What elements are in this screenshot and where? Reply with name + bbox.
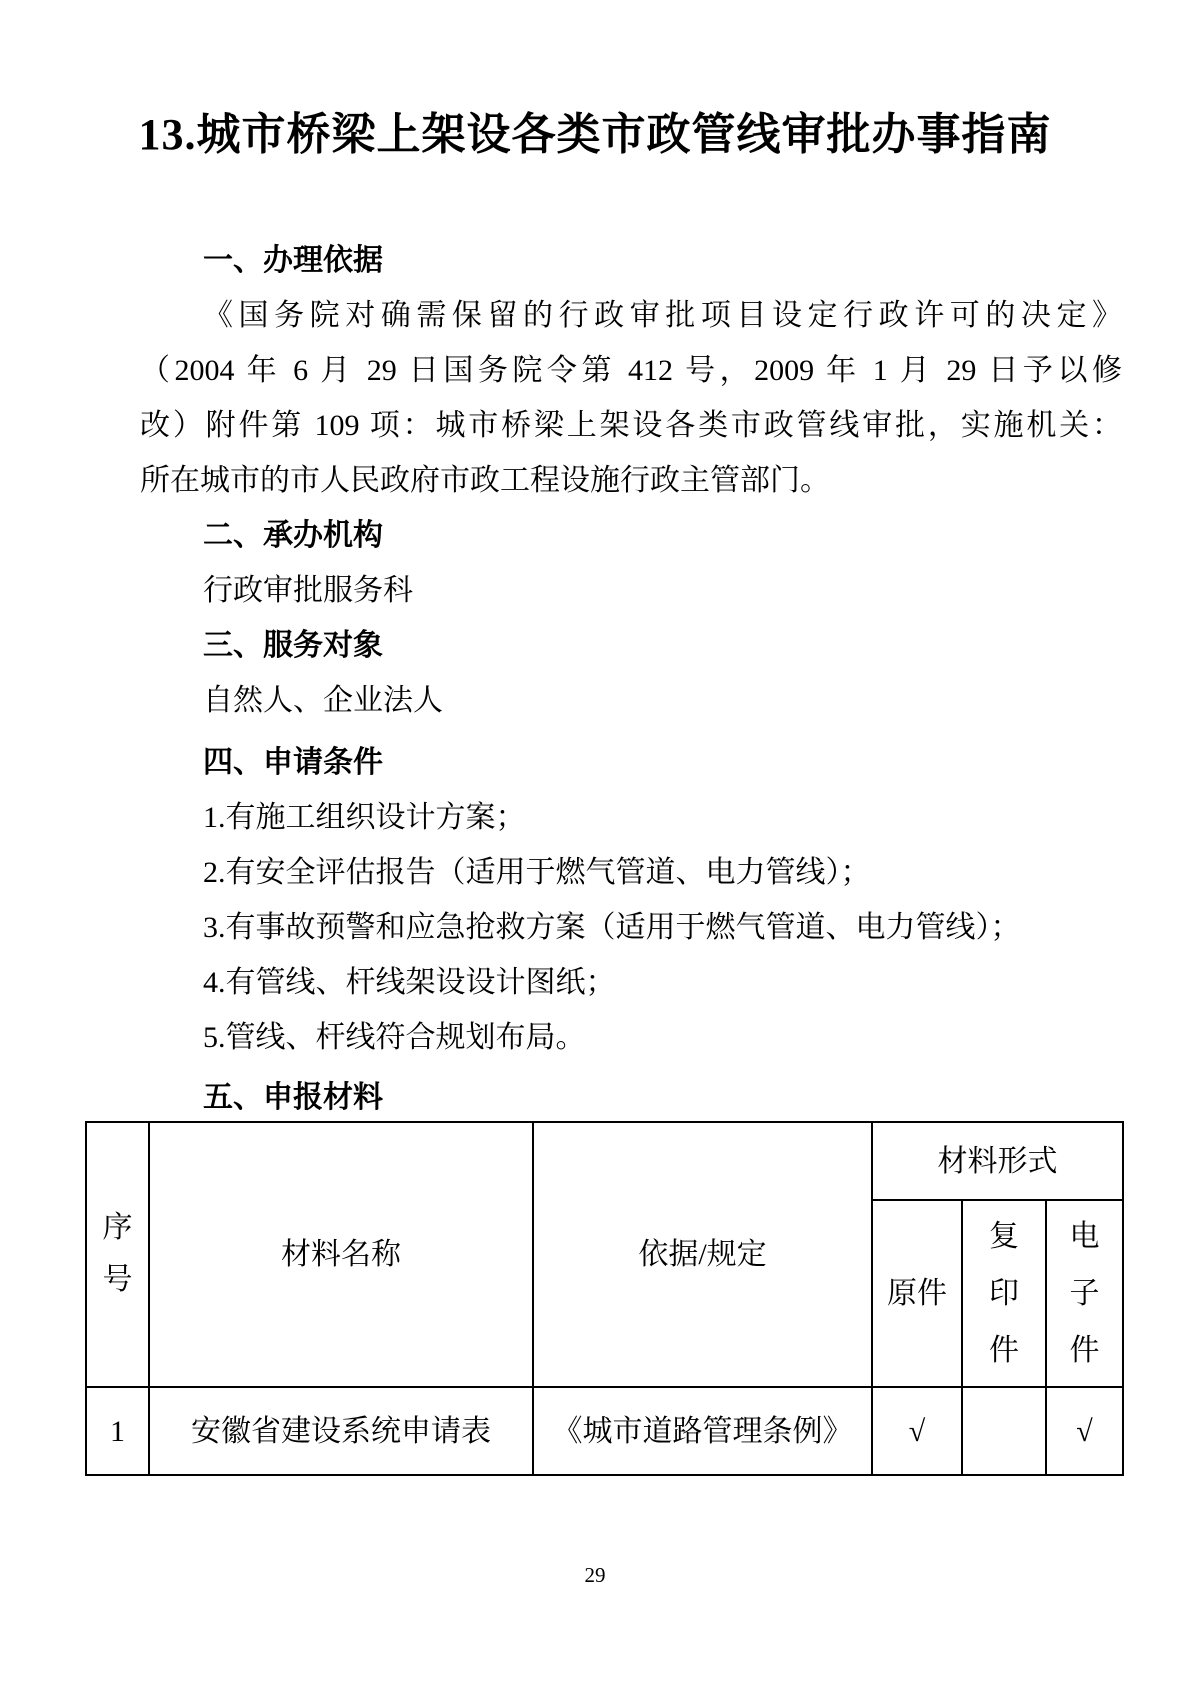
page-title: 13.城市桥梁上架设各类市政管线审批办事指南: [138, 110, 1052, 159]
section-heading-1: 一、办理依据: [203, 244, 383, 277]
list-item: 1.有施工组织设计方案；: [203, 801, 526, 834]
paragraph-line: 改）附件第 109 项：城市桥梁上架设各类市政管线审批，实施机关：: [140, 409, 1122, 442]
table-header-copy: [962, 1200, 1046, 1387]
section-heading-4: 四、申请条件: [203, 746, 383, 779]
document-body: [102, 233, 1122, 1476]
list-item: 4.有管线、杆线架设设计图纸；: [203, 966, 616, 999]
table-header-original: 原件: [872, 1200, 962, 1387]
row-basis-cell: 《城市道路管理条例》: [533, 1387, 872, 1475]
paragraph-line: 《国务院对确需保留的行政审批项目设定行政许可的决定》: [203, 299, 1122, 332]
table-header-basis: 依据/规定: [533, 1122, 872, 1387]
table-header-copy-label: 复印件: [989, 1220, 1019, 1367]
table-header-seq: [86, 1122, 149, 1387]
row-material-name-cell: 安徽省建设系统申请表: [149, 1387, 533, 1475]
row-seq-cell: 1: [86, 1387, 149, 1475]
row-original-checkmark: √: [872, 1387, 962, 1475]
paragraph-line: （2004 年 6 月 29 日国务院令第 412 号，2009 年 1 月 29 日予以修: [140, 354, 1122, 387]
table-row: [86, 1387, 1123, 1475]
table-header-electronic-label: 电子件: [1069, 1220, 1100, 1367]
section-heading-2: 二、承办机构: [203, 519, 383, 552]
row-electronic-checkmark: √: [1046, 1387, 1123, 1475]
page-number: 29: [584, 1563, 606, 1587]
table-header-electronic: [1046, 1200, 1123, 1387]
list-item: 3.有事故预警和应急抢救方案（适用于燃气管道、电力管线）；: [203, 911, 1021, 944]
list-item: 5.管线、杆线符合规划布局。: [203, 1021, 586, 1054]
table-header-seq-label: 序号: [102, 1211, 133, 1296]
row-copy-cell: [962, 1387, 1046, 1475]
list-item: 2.有安全评估报告（适用于燃气管道、电力管线）；: [203, 856, 871, 889]
section-body: 自然人、企业法人: [203, 684, 443, 717]
materials-table: [85, 1121, 1124, 1476]
table-header-material-name: 材料名称: [149, 1122, 533, 1387]
paragraph-line: 所在城市的市人民政府市政工程设施行政主管部门。: [140, 464, 830, 497]
section-heading-3: 三、服务对象: [203, 629, 383, 662]
table-header-material-form-group: 材料形式: [872, 1122, 1123, 1200]
section-heading-5: 五、申报材料: [203, 1081, 383, 1114]
section-body: 行政审批服务科: [203, 574, 413, 607]
